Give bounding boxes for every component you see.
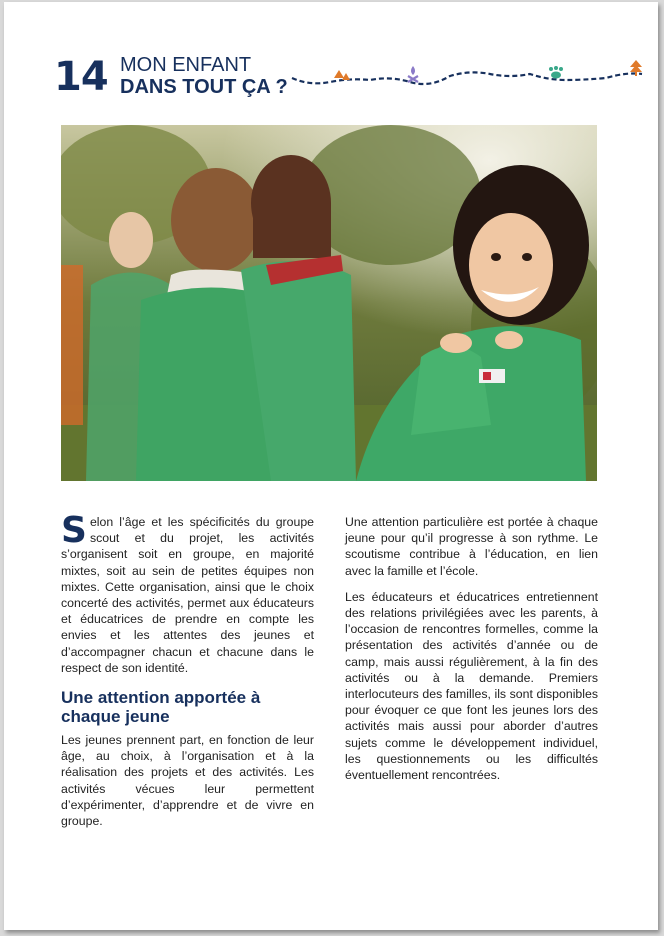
tent-icon: [334, 70, 350, 80]
scouts-photo: [61, 125, 597, 481]
campfire-icon: [408, 66, 418, 82]
section-subheading: Une attention apportée à chaque jeune: [61, 688, 261, 727]
chapter-header: [54, 52, 654, 102]
left-text-column: [61, 510, 314, 829]
paw-icon: [549, 66, 563, 79]
chapter-number: 14: [54, 54, 108, 100]
right-paragraph-1: Une attention particulière est portée à chaque jeune pour qu’il progresse à son rythme. Le scoutisme contribue à l’éducation, en lien avec la famille et l’école.: [345, 515, 598, 578]
chapter-title-line1: MON ENFANT: [120, 54, 252, 76]
decorative-dashed-trail: [290, 56, 650, 96]
left-paragraph-2: Les jeunes prennent part, en fonction de leur âge, au choix, à l’organisation et à la réalisation des projets et des activités. Les activités vécues leur permettent d’expérimenter, d’apprendre et de vivre en groupe.: [61, 733, 314, 829]
right-paragraph-2: Les éducateurs et éducatrices entretiennent des relations privilégiées avec les parents, à l’occasion de rencontres formelles, comme la présentation des activités d’année ou de camp, mais aussi régulièrement, à la fin des activités ou à la demande. Premiers interlocuteurs des familles, ils sont disponibles pour évoquer ce que font les jeunes lors des activités mais aussi pour aborder d’autres sujets comme le développement individuel, les questionnements ou les difficultés éventuellement rencontrées.: [345, 589, 598, 783]
intro-paragraph: [61, 510, 314, 676]
right-text-column: [345, 514, 598, 783]
document-page: [4, 2, 658, 930]
drop-cap: S: [61, 510, 87, 551]
chapter-title-line2: DANS TOUT ÇA ?: [120, 76, 288, 98]
intro-text: elon l’âge et les spécificités du groupe scout et du projet, les activités s’organisent soit en groupe, en majorité mixtes, soit au sein de petites équipes non mixtes. Cette organisation, ainsi que le choix concerté des activités, permet aux éducateurs et éducatrices de prendre en compte les envies et les attentes des jeunes et d’accompagner chacun et chacune dans le respect de son identité.: [61, 515, 314, 675]
chapter-title: [120, 54, 288, 98]
moon-icon: [485, 60, 492, 74]
